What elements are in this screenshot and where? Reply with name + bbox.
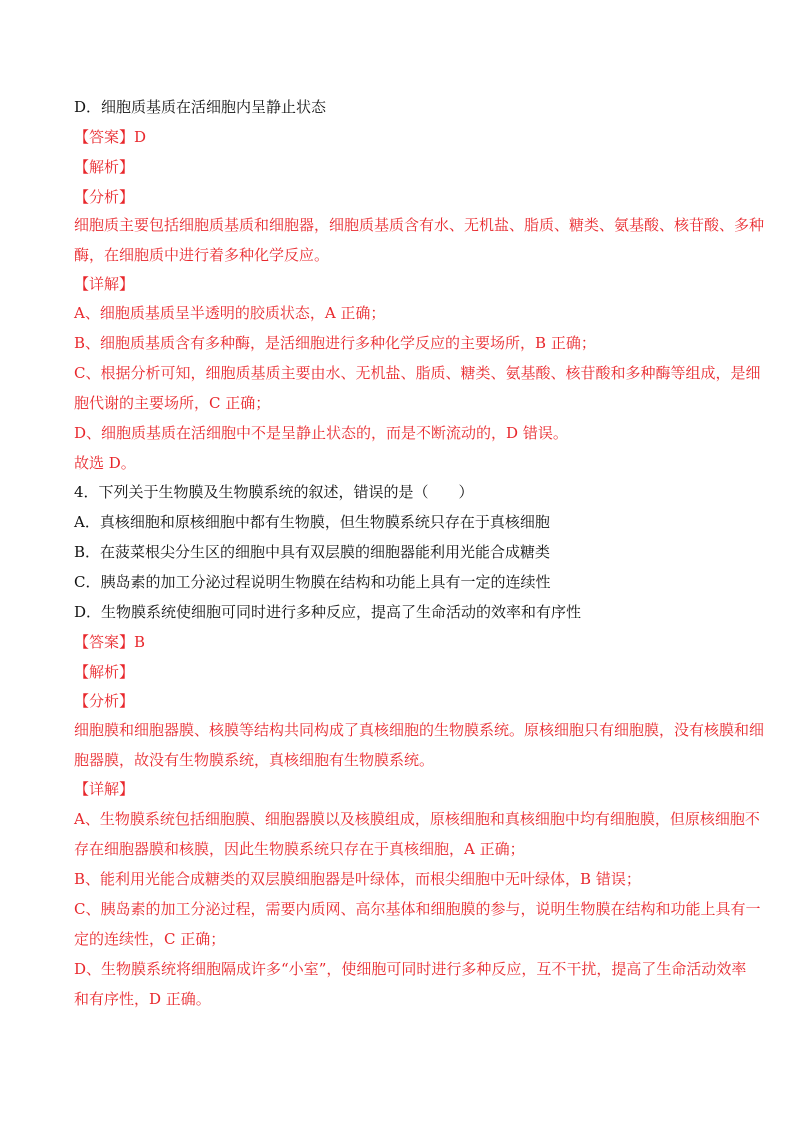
q3-detail-c-line-2: 胞代谢的主要场所，C 正确；	[74, 394, 271, 412]
q4-fenxi-heading: 【分析】	[74, 692, 135, 710]
q3-detail-d: D、细胞质基质在活细胞中不是呈静止状态的，而是不断流动的，D 错误。	[74, 424, 568, 442]
q4-xiangjie-heading: 【详解】	[74, 780, 135, 798]
q3-analysis-line-1: 细胞质主要包括细胞质基质和细胞器，细胞质基质含有水、无机盐、脂质、糖类、氨基酸、核苷酸、多种	[74, 216, 765, 234]
q3-conclusion: 故选 D。	[74, 454, 136, 472]
q4-detail-b: B、能利用光能合成糖类的双层膜细胞器是叶绿体，而根尖细胞中无叶绿体，B 错误；	[74, 870, 641, 888]
q4-detail-a-line-2: 存在细胞器膜和核膜，因此生物膜系统只存在于真核细胞，A 正确；	[74, 840, 525, 858]
q4-detail-d-line-1: D、生物膜系统将细胞隔成许多“小室”，使细胞可同时进行多种反应，互不干扰，提高了生命活动效率	[74, 960, 747, 978]
q3-answer: 【答案】D	[74, 128, 147, 146]
q4-answer: 【答案】B	[74, 633, 146, 651]
q4-detail-c-line-2: 定的连续性，C 正确；	[74, 930, 226, 948]
q4-analysis-line-2: 胞器膜，故没有生物膜系统，真核细胞有生物膜系统。	[74, 751, 435, 769]
q3-detail-b: B、细胞质基质含有多种酶，是活细胞进行多种化学反应的主要场所，B 正确；	[74, 334, 596, 352]
q3-fenxi-heading: 【分析】	[74, 188, 135, 206]
q3-analysis-line-2: 酶，在细胞质中进行着多种化学反应。	[74, 246, 330, 264]
q3-jiexi-heading: 【解析】	[74, 158, 135, 176]
q4-analysis-line-1: 细胞膜和细胞器膜、核膜等结构共同构成了真核细胞的生物膜系统。原核细胞只有细胞膜，没有核膜和细	[74, 721, 765, 739]
q4-detail-d-line-2: 和有序性，D 正确。	[74, 990, 211, 1008]
q4-detail-c-line-1: C、胰岛素的加工分泌过程，需要内质网、高尔基体和细胞膜的参与，说明生物膜在结构和功能上具有一	[74, 900, 761, 918]
q3-option-d: D．细胞质基质在活细胞内呈静止状态	[74, 98, 327, 116]
q3-detail-a: A、细胞质基质呈半透明的胶质状态，A 正确；	[74, 304, 386, 322]
q3-detail-c-line-1: C、根据分析可知，细胞质基质主要由水、无机盐、脂质、糖类、氨基酸、核苷酸和多种酶等组成，是细	[74, 364, 761, 382]
q4-option-d: D．生物膜系统使细胞可同时进行多种反应，提高了生命活动的效率和有序性	[74, 603, 582, 621]
q4-stem: 4．下列关于生物膜及生物膜系统的叙述，错误的是（ ）	[74, 483, 474, 501]
q4-option-c: C．胰岛素的加工分泌过程说明生物膜在结构和功能上具有一定的连续性	[74, 573, 551, 591]
q4-detail-a-line-1: A、生物膜系统包括细胞膜、细胞器膜以及核膜组成，原核细胞和真核细胞中均有细胞膜，但原核细胞不	[74, 810, 760, 828]
q4-jiexi-heading: 【解析】	[74, 663, 135, 681]
q4-option-b: B．在菠菜根尖分生区的细胞中具有双层膜的细胞器能利用光能合成糖类	[74, 543, 551, 561]
q4-option-a: A．真核细胞和原核细胞中都有生物膜，但生物膜系统只存在于真核细胞	[74, 513, 550, 531]
q3-xiangjie-heading: 【详解】	[74, 275, 135, 293]
